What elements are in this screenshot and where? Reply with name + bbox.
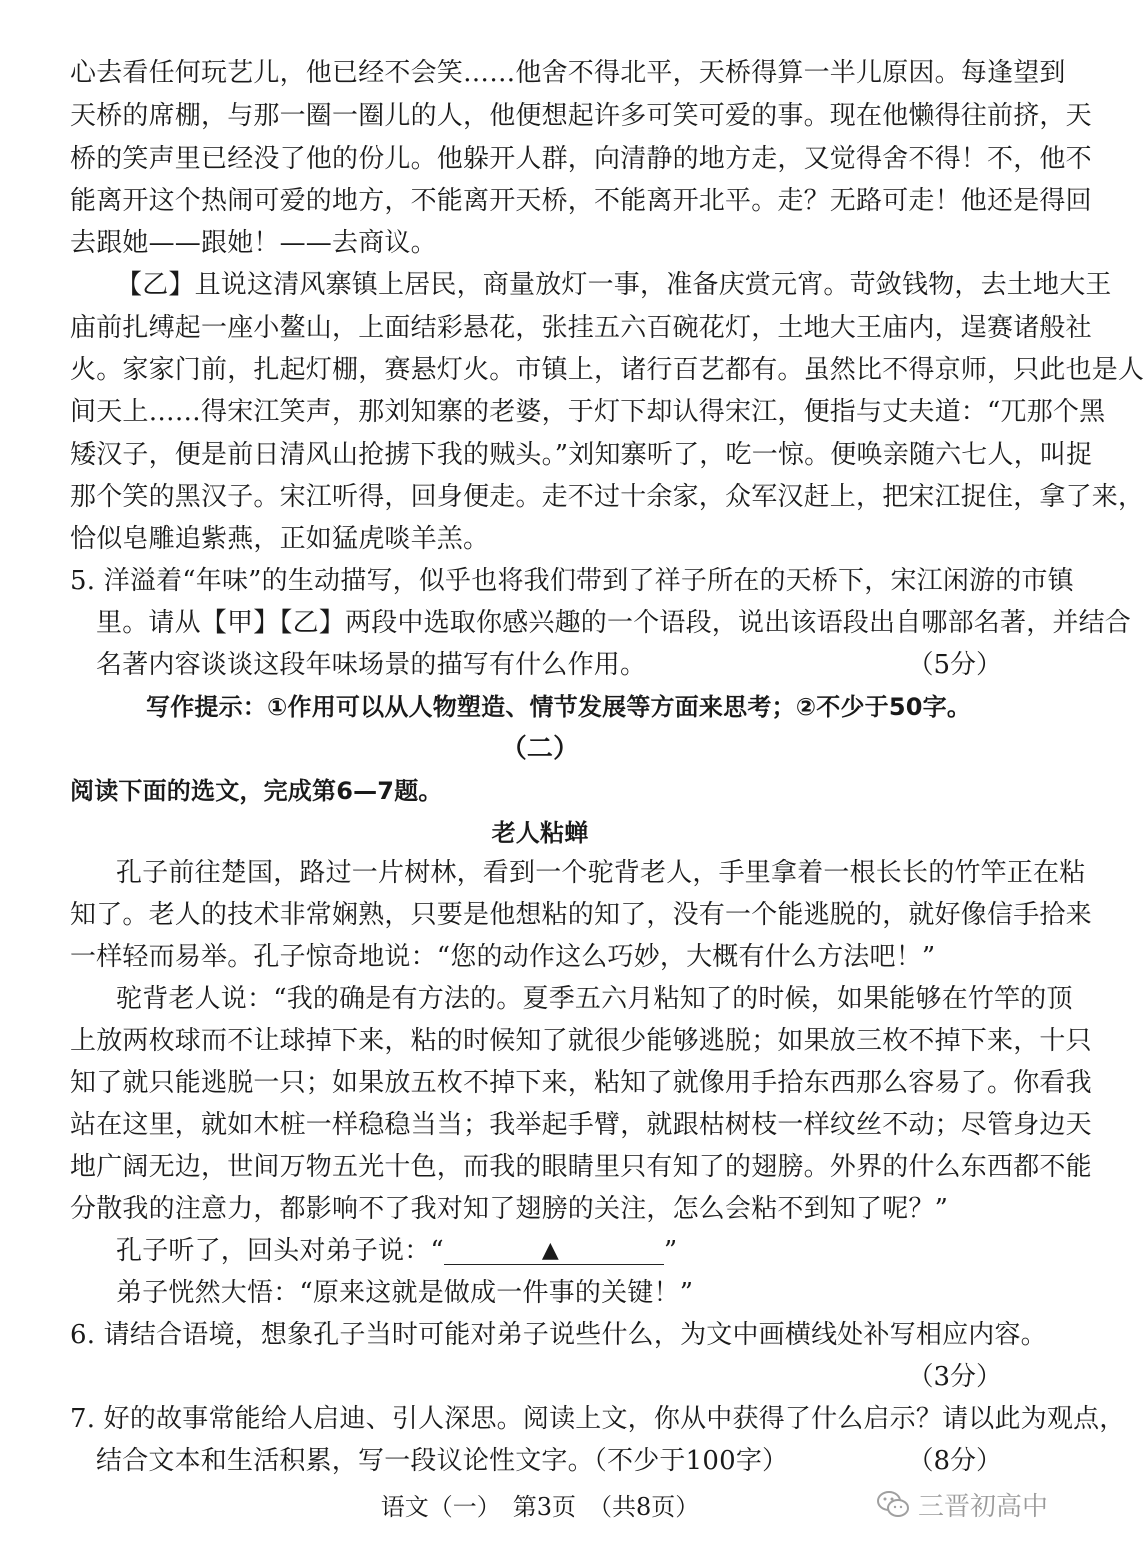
question-6-text: 6. 请结合语境，想象孔子当时可能对弟子说些什么，为文中画横线处补写相应内容。 — [70, 1320, 1047, 1350]
story-line: 上放两枚球而不让球掉下来，粘的时候知了就很少能够逃脱；如果放三枚不掉下来，十只 — [70, 1026, 1092, 1056]
answer-blank — [444, 1234, 664, 1265]
confucius-line — [116, 1230, 1010, 1272]
passage-line: 能离开这个热闹可爱的地方，不能离开天桥，不能离开北平。走？无路可走！他还是得回 — [70, 186, 1092, 216]
question-5-line: 名著内容谈谈这段年味场景的描写有什么作用。 — [96, 650, 647, 680]
confucius-prefix: 孔子听了，回头对弟子说：“ — [116, 1236, 444, 1266]
section-heading: （二） — [500, 734, 580, 764]
page-footer: 语文（一） 第3页 （共8页） — [380, 1493, 700, 1521]
question-6-score: （3分） — [907, 1362, 1002, 1392]
story-line: 知了。老人的技术非常娴熟，只要是他想粘的知了，没有一个能逃脱的，就好像信手拾来 — [70, 900, 1092, 930]
passage-line: 那个笑的黑汉子。宋江听得，回身便走。走不过十余家，众军汉赶上，把宋江捉住，拿了来， — [70, 482, 1144, 512]
watermark — [876, 1484, 1048, 1524]
passage-line: 矮汉子，便是前日清风山抢掳下我的贼头。”刘知寨听了，吃一惊。便唤亲随六七人，叫捉 — [70, 440, 1093, 470]
question-5-line: 5. 洋溢着“年味”的生动描写，似乎也将我们带到了祥子所在的天桥下，宋江闲游的市镇 — [70, 566, 1074, 596]
passage-line: 间天上……得宋江笑声，那刘知寨的老婆，于灯下却认得宋江，便指与丈夫道：“兀那个黑 — [70, 397, 1106, 427]
watermark-text: 三晋初高中 — [918, 1491, 1049, 1522]
section-instruction: 阅读下面的选文，完成第6—7题。 — [70, 777, 443, 805]
passage-line: 桥的笑声里已经没了他的份儿。他躲开人群，向清静的地方走，又觉得舍不得！不，他不 — [70, 144, 1092, 174]
passage-line: 去跟她——跟她！——去商议。 — [70, 228, 437, 258]
story-line: 地广阔无边，世间万物五光十色，而我的眼睛里只有知了的翅膀。外界的什么东西都不能 — [70, 1152, 1092, 1182]
story-line: 驼背老人说：“我的确是有方法的。夏季五六月粘知了的时候，如果能够在竹竿的顶 — [116, 984, 1073, 1014]
passage-line: 天桥的席棚，与那一圈一圈儿的人，他便想起许多可笑可爱的事。现在他懒得往前挤，天 — [70, 101, 1092, 131]
passage-line: 火。家家门前，扎起灯棚，赛悬灯火。市镇上，诸行百艺都有。虽然比不得京师，只此也是人 — [70, 355, 1144, 385]
writing-hint: 写作提示：①作用可以从人物塑造、情节发展等方面来思考；②不少于50字。 — [146, 693, 972, 721]
story-title: 老人粘蝉 — [491, 819, 589, 847]
question-5-line: 里。请从【甲】【乙】两段中选取你感兴趣的一个语段，说出该语段出自哪部名著，并结合 — [96, 608, 1132, 638]
wechat-icon — [876, 1489, 910, 1519]
disciple-line: 弟子恍然大悟：“原来这就是做成一件事的关键！” — [116, 1278, 694, 1308]
question-7-line: 7. 好的故事常能给人启迪、引人深思。阅读上文，你从中获得了什么启示？请以此为观点， — [70, 1404, 1126, 1434]
story-line: 站在这里，就如木桩一样稳稳当当；我举起手臂，就跟枯树枝一样纹丝不动；尽管身边天 — [70, 1110, 1092, 1140]
passage-line: 【乙】且说这清风寨镇上居民，商量放灯一事，准备庆赏元宵。苛敛钱物，去土地大王 — [116, 270, 1112, 300]
question-5-score: （5分） — [907, 650, 1002, 680]
passage-line: 心去看任何玩艺儿，他已经不会笑……他舍不得北平，天桥得算一半儿原因。每逢望到 — [70, 58, 1066, 88]
question-7-line: 结合文本和生活积累，写一段议论性文字。（不少于100字） — [96, 1446, 789, 1476]
confucius-suffix: ” — [663, 1236, 678, 1266]
passage-line: 庙前扎缚起一座小鳌山，上面结彩悬花，张挂五六百碗花灯，土地大王庙内，逞赛诸般社 — [70, 313, 1092, 343]
story-line: 孔子前往楚国，路过一片树林，看到一个驼背老人，手里拿着一根长长的竹竿正在粘 — [116, 858, 1086, 888]
passage-line: 恰似皂雕追紫燕，正如猛虎啖羊羔。 — [70, 524, 490, 554]
triangle-icon: ▲ — [541, 1238, 560, 1263]
story-line: 一样轻而易举。孔子惊奇地说：“您的动作这么巧妙，大概有什么方法吧！” — [70, 942, 936, 972]
story-line: 知了就只能逃脱一只；如果放五枚不掉下来，粘知了就像用手拾东西那么容易了。你看我 — [70, 1068, 1092, 1098]
story-line: 分散我的注意力，都影响不了我对知了翅膀的关注，怎么会粘不到知了呢？” — [70, 1194, 949, 1224]
question-7-score: （8分） — [907, 1446, 1002, 1476]
